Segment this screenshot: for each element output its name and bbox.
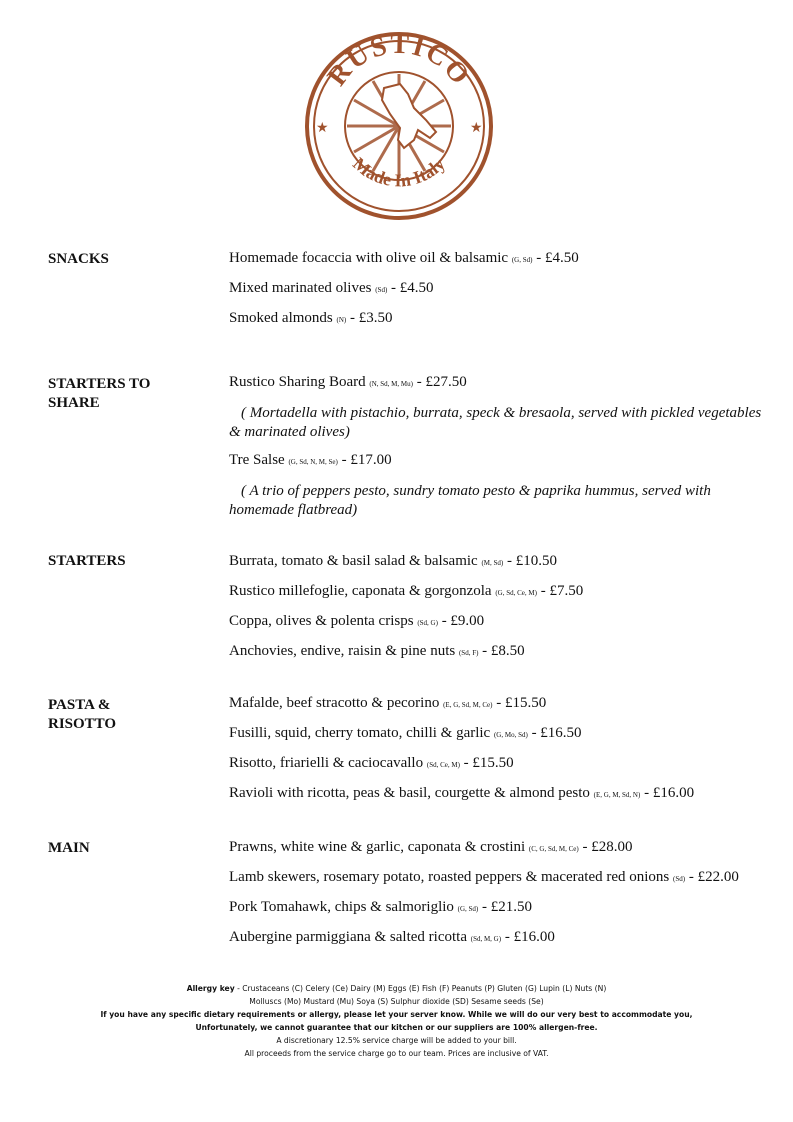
- dietary-line-1: If you have any specific dietary requirements or allergy, please let your server know. While we will do our very best to accommodate you,: [100, 1010, 693, 1019]
- section-items-snacks: [229, 249, 769, 330]
- menu-item: Burrata, tomato & basil salad & balsamic (M, Sd) - £10.50: [229, 553, 557, 569]
- menu-item: Smoked almonds (N) - £3.50: [229, 310, 393, 326]
- logo-bottom-text: Made In Italy: [349, 153, 449, 191]
- menu-item: Tre Salse (G, Sd, N, M, Se) - £17.00: [229, 452, 392, 468]
- menu-item: Anchovies, endive, raisin & pine nuts (Sd, F) - £8.50: [229, 643, 525, 659]
- svg-text:★: ★: [470, 121, 483, 136]
- svg-text:★: ★: [316, 121, 329, 136]
- menu-item: Rustico Sharing Board (N, Sd, M, Mu) - £27.50: [229, 374, 467, 390]
- section-title-starters: STARTERS: [48, 553, 126, 569]
- menu-item: Homemade focaccia with olive oil & balsamic (G, Sd) - £4.50: [229, 250, 579, 266]
- section-items-starters: [229, 552, 769, 663]
- section-title-snacks: SNACKS: [48, 251, 109, 267]
- menu-item-description: ( Mortadella with pistachio, burrata, speck & bresaola, served with pickled vegetables & marinated olives): [229, 405, 762, 440]
- rustico-stamp-icon: [304, 28, 494, 224]
- service-line-1: A discretionary 12.5% service charge will be added to your bill.: [276, 1036, 517, 1045]
- section-items-starters-to-share: [229, 373, 769, 520]
- menu-item: Coppa, olives & polenta crisps (Sd, G) - £9.00: [229, 613, 485, 629]
- menu-item-description: ( A trio of peppers pesto, sundry tomato pesto & paprika hummus, served with homemade flatbread): [229, 483, 711, 518]
- logo-top-text: RUSTICO: [321, 28, 477, 92]
- allergy-key-line-2: Molluscs (Mo) Mustard (Mu) Soya (S) Sulphur dioxide (SD) Sesame seeds (Se): [249, 997, 544, 1006]
- section-title-main: MAIN: [48, 840, 90, 856]
- menu-item: Mixed marinated olives (Sd) - £4.50: [229, 280, 434, 296]
- menu-item: Risotto, friarielli & caciocavallo (Sd, Ce, M) - £15.50: [229, 755, 514, 771]
- menu-item: Pork Tomahawk, chips & salmoriglio (G, Sd) - £21.50: [229, 899, 533, 915]
- menu-item: Aubergine parmiggiana & salted ricotta (Sd, M, G) - £16.00: [229, 929, 555, 945]
- rustico-logo: [304, 28, 494, 224]
- menu-item: Ravioli with ricotta, peas & basil, courgette & almond pesto (E, G, M, Sd, N) - £16.00: [229, 785, 695, 801]
- allergy-key-line-1: Allergy key - Crustaceans (C) Celery (Ce) Dairy (M) Eggs (E) Fish (F) Peanuts (P) Gluten (G) Lupin (L) Nuts (N): [186, 984, 607, 993]
- service-line-2: All proceeds from the service charge go to our team. Prices are inclusive of VAT.: [244, 1049, 549, 1058]
- dietary-line-2: Unfortunately, we cannot guarantee that our kitchen or our suppliers are 100% allergen-free.: [195, 1023, 598, 1032]
- section-title-starters-to-share: STARTERS TO SHARE: [48, 376, 151, 411]
- menu-item: Prawns, white wine & garlic, caponata & crostini (C, G, Sd, M, Ce) - £28.00: [229, 839, 633, 855]
- section-title-pasta-risotto: PASTA & RISOTTO: [48, 697, 117, 732]
- menu-item: Rustico millefoglie, caponata & gorgonzola (G, Sd, Ce, M) - £7.50: [229, 583, 584, 599]
- section-items-main: [229, 838, 769, 949]
- allergy-footer: [0, 982, 793, 1060]
- menu-item: Fusilli, squid, cherry tomato, chilli & garlic (G, Mo, Sd) - £16.50: [229, 725, 582, 741]
- section-items-pasta-risotto: [229, 694, 769, 805]
- menu-item: Lamb skewers, rosemary potato, roasted peppers & macerated red onions (Sd) - £22.00: [229, 869, 739, 885]
- menu-item: Mafalde, beef stracotto & pecorino (E, G, Sd, M, Ce) - £15.50: [229, 695, 547, 711]
